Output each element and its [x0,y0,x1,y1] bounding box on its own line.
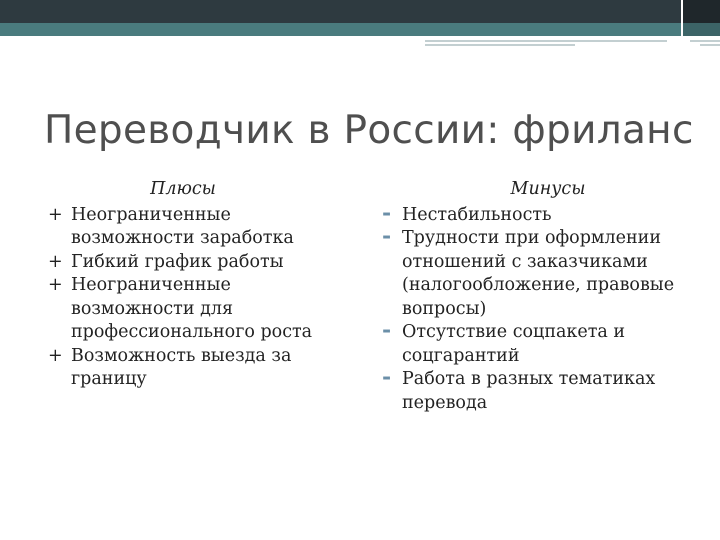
list-item [48,251,348,275]
cons-item-text: Работа в разных тематиках перевода [402,369,656,413]
plus-marker: + [48,251,63,272]
header-bar-dark [0,0,720,23]
header-corner-dark [683,0,720,23]
list-item [378,223,698,321]
cons-heading: Минусы [510,179,586,199]
header-divider [681,0,683,46]
list-item [48,204,348,251]
plus-marker: + [48,204,63,225]
pros-column [48,178,348,392]
pros-list [48,204,348,392]
slide-title: Переводчик в России: фриланс [44,108,694,153]
minus-marker: - [382,317,392,343]
list-item [48,274,348,345]
pros-heading: Плюсы [150,179,216,199]
minus-marker: - [382,364,392,390]
decor-stripe [700,44,720,46]
pros-item-text: Возможность выезда за границу [71,345,292,389]
plus-marker: + [48,345,63,366]
list-item [378,317,698,368]
cons-list [378,199,698,416]
pros-item-text: Гибкий график работы [71,251,284,272]
pros-item-text: Неограниченные возможности для профессионального роста [71,275,313,342]
header-corner-teal [683,23,720,36]
header-bar-teal [0,23,720,36]
cons-column [378,178,698,415]
decor-stripe [425,40,667,42]
cons-item-text: Отсутствие соцпакета и соцгарантий [402,322,626,366]
minus-marker: - [382,199,392,226]
decor-stripe [425,44,575,46]
list-item [48,345,348,392]
pros-item-text: Неограниченные возможности заработка [71,204,294,248]
list-item [378,199,698,228]
minus-marker: - [382,223,392,249]
cons-item-text: Нестабильность [402,204,552,225]
list-item [378,364,698,415]
plus-marker: + [48,275,63,295]
decor-stripe [690,40,720,42]
cons-item-text: Трудности при оформлении отношений с заказчиками (налогообложение, правовые вопросы) [402,228,675,319]
